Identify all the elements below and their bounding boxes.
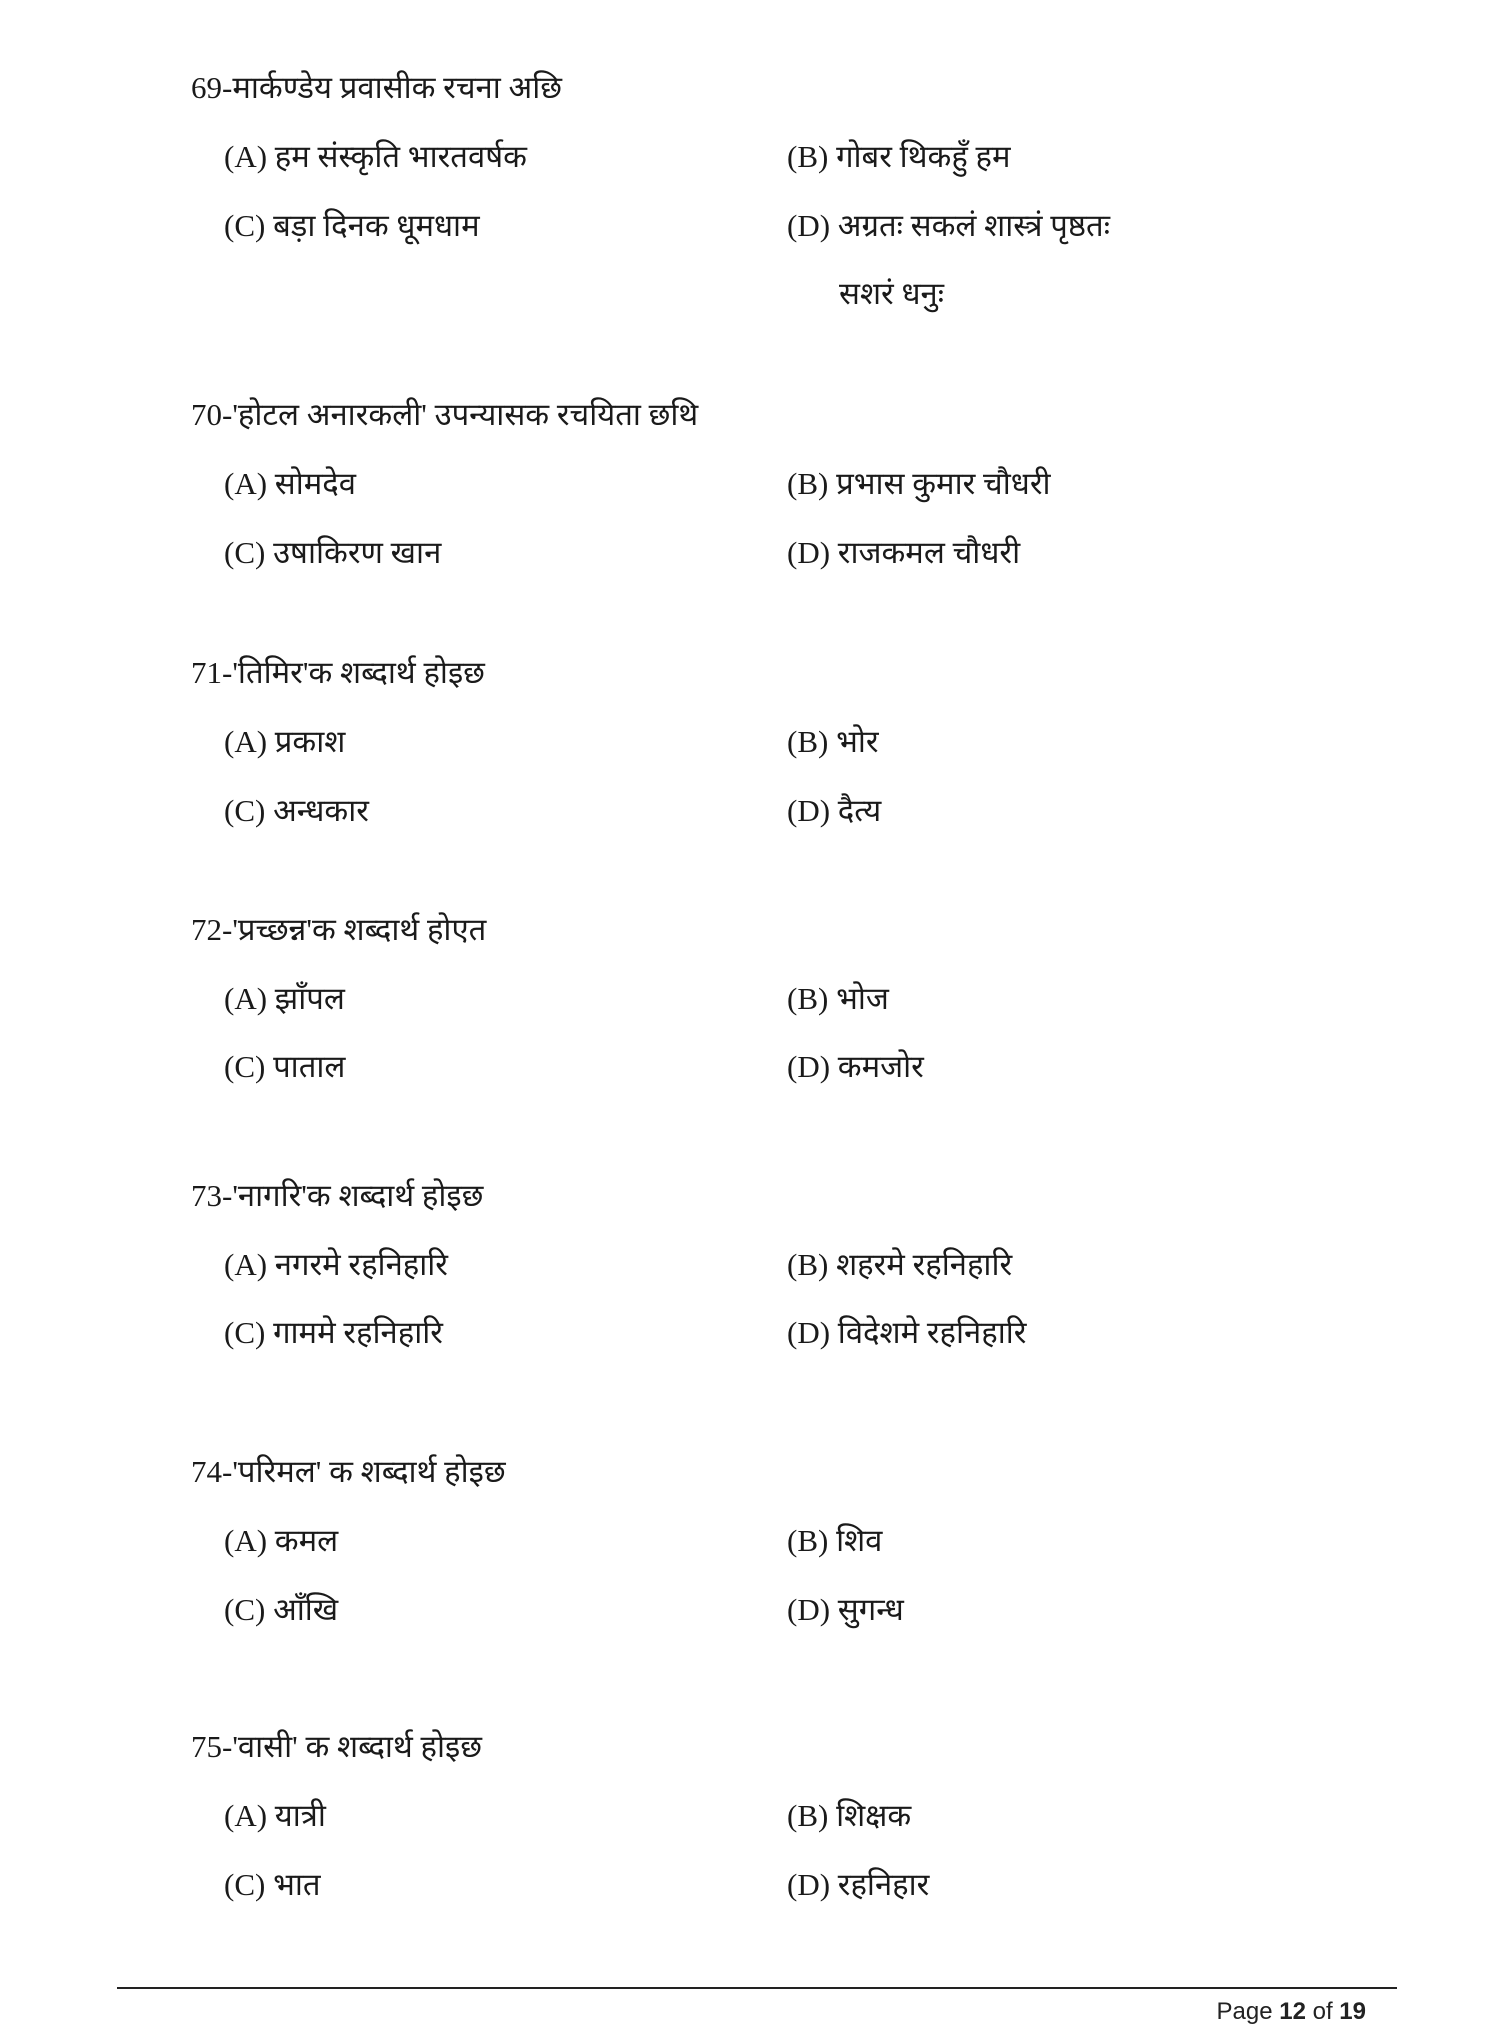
- question-text: 75-'वासी' क शब्दार्थ होइछ: [191, 1729, 482, 1764]
- option-a: (A) झाँपल: [224, 981, 345, 1016]
- question-text: 72-'प्रच्छन्न'क शब्दार्थ होएत: [191, 912, 487, 947]
- option-b: (B) गोबर थिकहुँ हम: [787, 139, 1011, 174]
- option-a: (A) कमल: [224, 1523, 339, 1558]
- question-text: 74-'परिमल' क शब्दार्थ होइछ: [191, 1454, 506, 1489]
- question-text: 71-'तिमिर'क शब्दार्थ होइछ: [191, 655, 485, 690]
- option-b: (B) शिव: [787, 1523, 883, 1558]
- question-text: 69-मार्कण्डेय प्रवासीक रचना अछि: [191, 70, 562, 105]
- option-b: (B) भोर: [787, 724, 879, 759]
- question-text: 70-'होटल अनारकली' उपन्यासक रचयिता छथि: [191, 397, 699, 432]
- option-b: (B) प्रभास कुमार चौधरी: [787, 466, 1051, 501]
- option-a: (A) सोमदेव: [224, 466, 357, 501]
- option-d: (D) रहनिहार: [787, 1867, 930, 1902]
- option-c: (C) पाताल: [224, 1049, 346, 1084]
- option-b: (B) शहरमे रहनिहारि: [787, 1247, 1013, 1282]
- option-d: (D) दैत्य: [787, 793, 882, 828]
- footer-divider: [117, 1987, 1397, 1989]
- option-d: (D) कमजोर: [787, 1049, 924, 1084]
- option-c: (C) भात: [224, 1867, 321, 1902]
- option-d: (D) विदेशमे रहनिहारि: [787, 1315, 1027, 1350]
- option-d: (D) राजकमल चौधरी: [787, 535, 1021, 570]
- question-text: 73-'नागरि'क शब्दार्थ होइछ: [191, 1178, 484, 1213]
- option-d: (D) अग्रतः सकलं शास्त्रं पृष्ठतः: [787, 208, 1110, 243]
- option-c: (C) आँखि: [224, 1592, 339, 1627]
- of-word: of: [1312, 1998, 1333, 2025]
- option-c: (C) बड़ा दिनक धूमधाम: [224, 208, 480, 243]
- page-number: [1217, 1998, 1367, 2026]
- current-page: 12: [1279, 1998, 1306, 2025]
- option-a: (A) हम संस्कृति भारतवर्षक: [224, 139, 527, 174]
- page-word: Page: [1216, 1998, 1273, 2025]
- option-b: (B) शिक्षक: [787, 1798, 912, 1833]
- option-b: (B) भोज: [787, 981, 889, 1016]
- option-c: (C) उषाकिरण खान: [224, 535, 442, 570]
- option-c: (C) गाममे रहनिहारि: [224, 1315, 443, 1350]
- option-d: (D) सुगन्ध: [787, 1592, 904, 1627]
- option-c: (C) अन्धकार: [224, 793, 369, 828]
- total-pages: 19: [1339, 1998, 1366, 2025]
- option-a: (A) यात्री: [224, 1798, 326, 1833]
- option-d-continued: सशरं धनुः: [839, 276, 944, 311]
- option-a: (A) प्रकाश: [224, 724, 346, 759]
- option-a: (A) नगरमे रहनिहारि: [224, 1247, 448, 1282]
